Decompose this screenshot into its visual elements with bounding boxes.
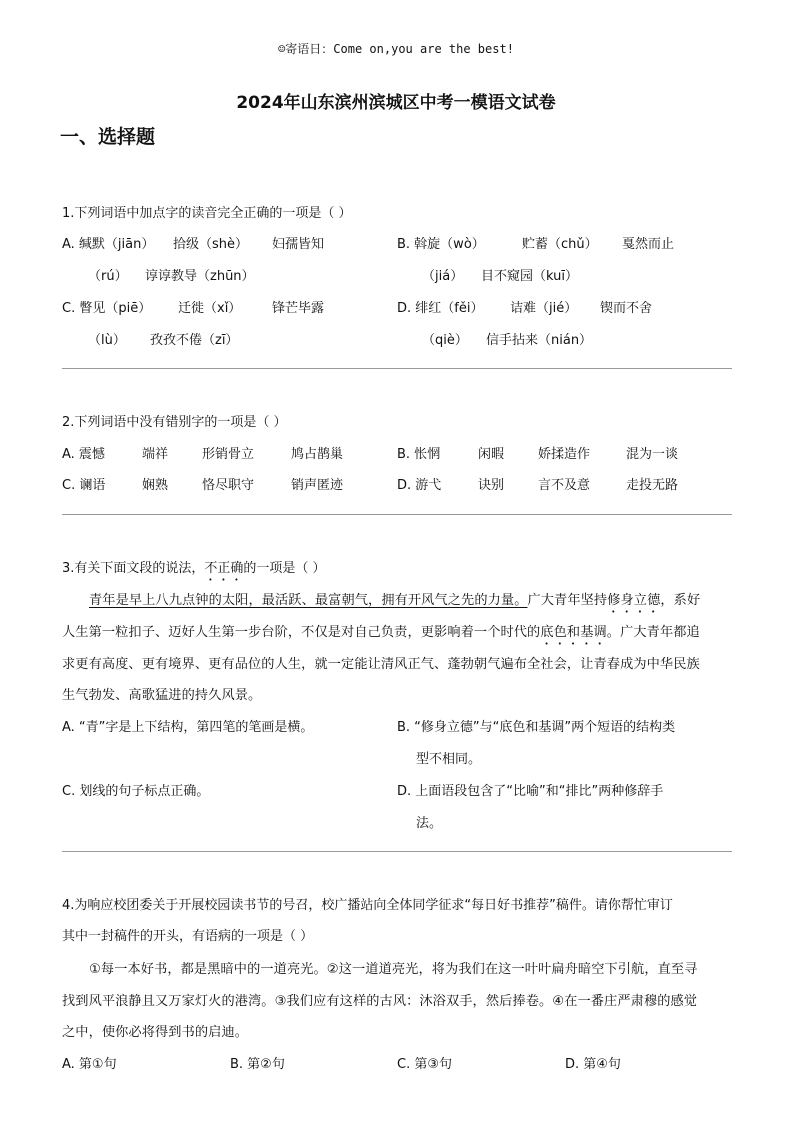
q3-option-d-cont: 法。 — [416, 816, 443, 831]
q1-option-a-2: 拾级（shè） — [173, 237, 249, 252]
passage-line — [62, 621, 700, 648]
q3-option-a: A. “青”字是上下结构，第四笔的笔画是横。 — [62, 720, 314, 735]
passage-line: 求更有高度、更有境界、更有品位的人生，就一定能让清风正气、蓬勃朝气遍布全社会，让青春成为中华民族 — [62, 657, 700, 672]
q1-option-c-3: 锋芒毕露 — [272, 301, 325, 316]
divider — [62, 851, 732, 852]
q1-option-c-5: 孜孜不倦（zī） — [150, 333, 239, 348]
passage-text: ，系好 — [660, 593, 701, 608]
q2-option-d-4: 走投无路 — [626, 478, 679, 493]
q1-option-b-4: （jiá） — [422, 269, 464, 284]
q2-option-c-3: 恪尽职守 — [202, 478, 255, 493]
q2-option-d-1: D. 游弋 — [397, 478, 442, 493]
question-2-stem: 2.下列词语中没有错别字的一项是（ ） — [62, 415, 287, 430]
divider — [62, 368, 732, 369]
emphasized-text: 底色和基调 — [540, 625, 607, 640]
q1-option-d-2: 诘难（jié） — [510, 301, 578, 316]
q2-option-a-1: A. 震憾 — [62, 447, 105, 462]
question-4-stem-cont: 其中一封稿件的开头，有语病的一项是（ ） — [62, 929, 314, 944]
q3-option-b: B. “修身立德”与“底色和基调”两个短语的结构类 — [397, 720, 676, 735]
q1-option-d-1: D. 绯红（fěi） — [397, 301, 484, 316]
q1-option-a-4: （rú） — [88, 269, 128, 284]
emphasized-text: 修身立德 — [607, 593, 661, 608]
q3-option-d: D. 上面语段包含了“比喻”和“排比”两种修辞手 — [397, 784, 664, 799]
stem-text: 的一项是（ ） — [243, 561, 326, 576]
divider — [62, 514, 732, 515]
passage-line: 生气勃发、高歌猛进的持久风景。 — [62, 688, 262, 703]
passage-line — [89, 589, 700, 616]
q2-option-b-3: 娇揉造作 — [538, 447, 591, 462]
q1-option-d-3: 锲而不舍 — [600, 301, 653, 316]
passage-text: 广大青年坚持 — [527, 593, 608, 608]
q1-option-c-1: C. 瞥见（piē） — [62, 301, 152, 316]
q2-option-b-4: 混为一谈 — [626, 447, 679, 462]
q1-option-b-5: 目不窥园（kuī） — [481, 269, 578, 284]
q1-option-d-4: （qiè） — [422, 333, 468, 348]
q2-option-d-2: 诀别 — [478, 478, 505, 493]
q3-option-c: C. 划线的句子标点正确。 — [62, 784, 210, 799]
q1-option-c-4: （lù） — [88, 333, 126, 348]
passage-text: 。广大青年都追 — [606, 625, 700, 640]
header-note: ☺寄语日：Come on,you are the best! — [278, 42, 514, 56]
q1-option-a-3: 妇孺皆知 — [272, 237, 325, 252]
question-1-stem: 1.下列词语中加点字的读音完全正确的一项是（ ） — [62, 206, 352, 221]
q2-option-c-1: C. 谰语 — [62, 478, 106, 493]
passage-line: 找到风平浪静且又万家灯火的港湾。③我们应有这样的古风：沐浴双手，然后捧卷。④在一番庄严肃穆的感觉 — [62, 994, 698, 1009]
q4-option-a: A. 第①句 — [62, 1057, 117, 1072]
question-4-stem: 4.为响应校团委关于开展校园读书节的号召，校广播站向全体同学征求“每日好书推荐”稿件。请你帮忙审订 — [62, 898, 673, 913]
section-heading: 一、选择题 — [60, 126, 156, 148]
q1-option-a-1: A. 缄默（jiān） — [62, 237, 155, 252]
q4-option-b: B. 第②句 — [230, 1057, 285, 1072]
q1-option-b-3: 戛然而止 — [622, 237, 675, 252]
passage-text: 人生第一粒扣子、迈好人生第一步台阶，不仅是对自己负责，更影响着一个时代的 — [62, 625, 541, 640]
q1-option-c-2: 迁徙（xǐ） — [178, 301, 242, 316]
q1-option-b-2: 贮蓄（chǔ） — [522, 237, 598, 252]
question-3-stem — [62, 557, 326, 584]
q1-option-d-5: 信手拈来（nián） — [486, 333, 593, 348]
q4-option-d: D. 第④句 — [565, 1057, 621, 1072]
q2-option-a-2: 端祥 — [142, 447, 169, 462]
q2-option-d-3: 言不及意 — [538, 478, 591, 493]
exam-title: 2024年山东滨州滨城区中考一模语文试卷 — [236, 93, 556, 113]
q2-option-a-4: 鸠占鹊巢 — [291, 447, 344, 462]
q3-option-b-cont: 型不相同。 — [416, 752, 482, 767]
underlined-sentence: 青年是早上八九点钟的太阳，最活跃、最富朝气，拥有开风气之先的力量。 — [89, 593, 528, 608]
q1-option-b-1: B. 斡旋（wò） — [397, 237, 485, 252]
q2-option-c-4: 销声匿迹 — [291, 478, 344, 493]
passage-line: 之中，使你必将得到书的启迪。 — [62, 1025, 249, 1040]
q2-option-a-3: 形销骨立 — [202, 447, 255, 462]
passage-line: ①每一本好书，都是黑暗中的一道亮光。②这一道道亮光，将为我们在这一叶叶扁舟暗空下引航，直至寻 — [89, 962, 698, 977]
q4-option-c: C. 第③句 — [397, 1057, 452, 1072]
emphasized-text: 不正确 — [204, 561, 244, 576]
stem-text: 3.有关下面文段的说法， — [62, 561, 205, 576]
q2-option-c-2: 娴熟 — [142, 478, 169, 493]
q2-option-b-2: 闲暇 — [478, 447, 505, 462]
q1-option-a-5: 谆谆教导（zhūn） — [145, 269, 255, 284]
q2-option-b-1: B. 怅惘 — [397, 447, 441, 462]
